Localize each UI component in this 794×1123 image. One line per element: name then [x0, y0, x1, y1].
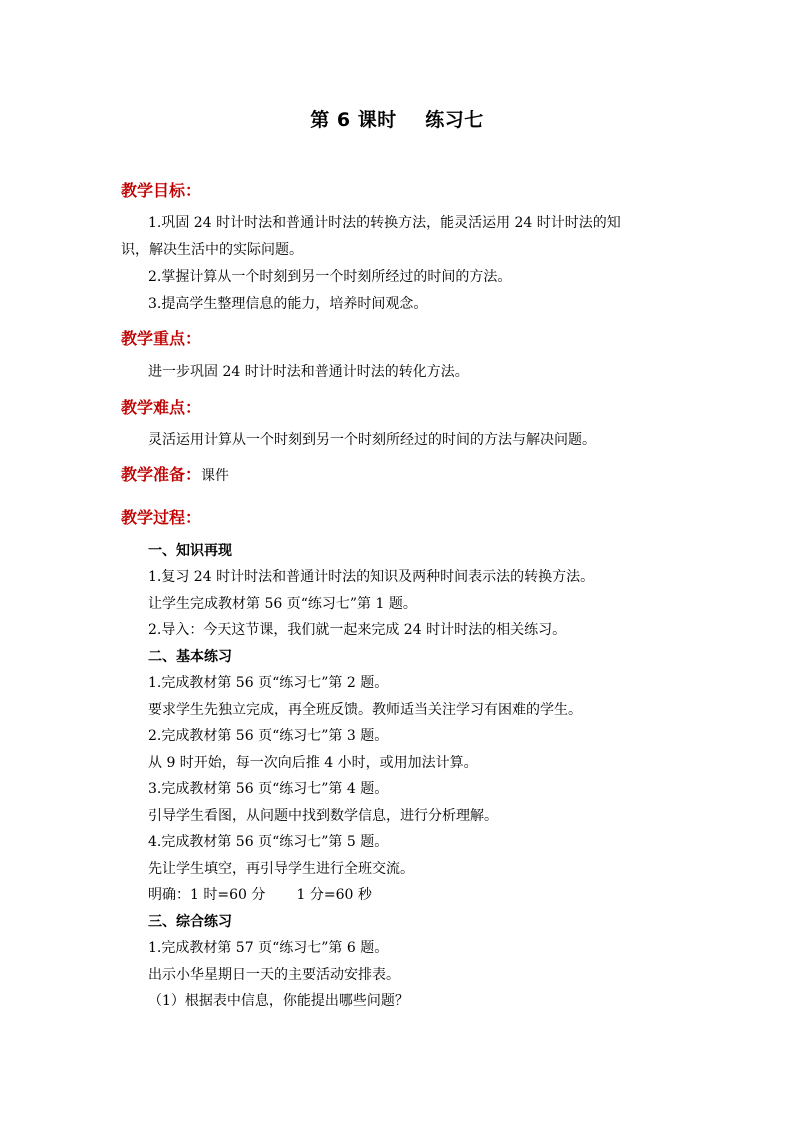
- key-points-text: 进一步巩固 24 时计时法和普通计时法的转化方法。: [148, 364, 469, 380]
- objective-line: 3.提高学生整理信息的能力，培养时间观念。: [148, 296, 428, 312]
- difficulties-text: 灵活运用计算从一个时刻到另一个时刻所经过的时间的方法与解决问题。: [148, 432, 596, 448]
- objective-line: 1.巩固 24 时计时法和普通计时法的转换方法，能灵活运用 24 时计时法的知: [148, 215, 621, 231]
- difficulties-heading: 教学难点：: [121, 398, 202, 417]
- section-title: 一、知识再现: [148, 543, 232, 559]
- objective-line: 识，解决生活中的实际问题。: [121, 242, 303, 258]
- process-line: 引导学生看图，从问题中找到数学信息，进行分析理解。: [148, 808, 498, 824]
- process-line: 3.完成教材第 56 页“练习七”第 4 题。: [148, 781, 389, 797]
- preparation-label: 教学准备：: [121, 465, 202, 484]
- process-line: 从 9 时开始，每一次向后推 4 小时，或用加法计算。: [148, 755, 478, 771]
- process-line: 让学生完成教材第 56 页“练习七”第 1 题。: [148, 596, 417, 612]
- process-line: 明确：1 时=60 分 1 分=60 秒: [148, 887, 372, 903]
- process-line: 1.复习 24 时计时法和普通计时法的知识及两种时间表示法的转换方法。: [148, 569, 595, 585]
- section-title: 二、基本练习: [148, 649, 232, 665]
- process-line: 先让学生填空，再引导学生进行全班交流。: [148, 861, 414, 877]
- process-heading: 教学过程：: [121, 508, 202, 527]
- process-line: （1）根据表中信息，你能提出哪些问题？: [148, 993, 409, 1009]
- preparation-text: 课件: [201, 468, 230, 484]
- key-points-heading: 教学重点：: [121, 329, 202, 348]
- objectives-heading: 教学目标：: [121, 181, 202, 200]
- section-title: 三、综合练习: [148, 914, 232, 930]
- process-line: 2.完成教材第 56 页“练习七”第 3 题。: [148, 728, 389, 744]
- process-line: 2.导入：今天这节课，我们就一起来完成 24 时计时法的相关练习。: [148, 622, 567, 638]
- process-line: 出示小华星期日一天的主要活动安排表。: [148, 967, 400, 983]
- preparation-heading: [121, 462, 229, 485]
- objective-line: 2.掌握计算从一个时刻到另一个时刻所经过的时间的方法。: [148, 269, 512, 285]
- page-title: 第 6 课时 练习七: [310, 109, 484, 131]
- process-line: 1.完成教材第 56 页“练习七”第 2 题。: [148, 675, 389, 691]
- process-line: 1.完成教材第 57 页“练习七”第 6 题。: [148, 940, 389, 956]
- process-line: 4.完成教材第 56 页“练习七”第 5 题。: [148, 834, 389, 850]
- process-line: 要求学生先独立完成，再全班反馈。教师适当关注学习有困难的学生。: [148, 702, 582, 718]
